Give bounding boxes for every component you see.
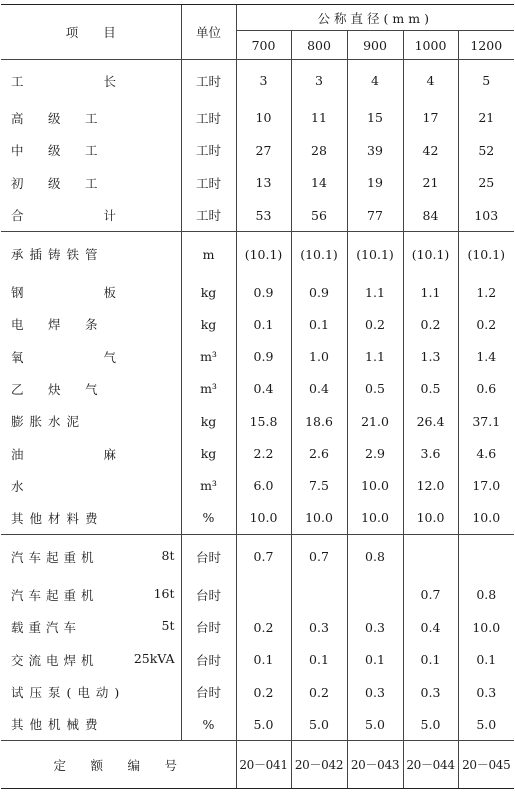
labor-name [1,167,181,200]
machines-value: 0.4 [403,611,458,644]
machines-value [403,534,458,578]
labor-value: 3 [291,60,347,102]
machine-label [11,586,181,604]
materials-value: (10.1) [236,232,291,276]
materials-value: 10.0 [347,502,403,534]
labor-value: 19 [347,167,403,200]
materials-value: (10.1) [291,232,347,276]
machines-unit: 台时 [181,643,236,676]
labor-value: 4 [403,60,458,102]
materials-label: 钢 板 [11,285,123,301]
footer-row [1,741,514,789]
materials-value: 3.6 [403,437,458,469]
machines-value: 0.1 [347,643,403,676]
machines-label: 其他机械费 [11,717,104,733]
materials-value: 1.4 [458,340,514,372]
machine-name: 交流电焊机 [11,652,99,668]
materials-value: 17.0 [458,470,514,502]
machines-label: 试压泵(电动) [11,685,126,700]
machines-value: 5.0 [291,708,347,741]
materials-value: 7.5 [291,470,347,502]
materials-unit: m [181,232,236,276]
materials-row [1,308,514,340]
labor-value: 42 [403,134,458,167]
materials-name [1,276,181,308]
materials-value: 10.0 [236,502,291,534]
materials-value: 2.6 [291,437,347,469]
machines-unit: 台时 [181,611,236,644]
diameter-cell: 900 [347,31,403,60]
machines-value: 0.2 [236,611,291,644]
machines-value [236,578,291,611]
quota-code: 20－042 [291,741,347,789]
quota-code: 20－044 [403,741,458,789]
diameter-cell: 1000 [403,31,458,60]
labor-name [1,102,181,135]
machine-label [11,548,181,566]
labor-value: 77 [347,199,403,232]
materials-label: 承插铸铁管 [11,247,104,263]
machine-spec: 8t [161,547,175,563]
machines-value: 0.3 [347,611,403,644]
quota-code: 20－041 [236,741,291,789]
machines-value: 5.0 [347,708,403,741]
materials-row [1,437,514,469]
machines-row [1,643,514,676]
machines-value: 10.0 [458,611,514,644]
labor-value: 15 [347,102,403,135]
machines-value: 5.0 [403,708,458,741]
machines-row [1,578,514,611]
labor-value: 103 [458,199,514,232]
machines-name [1,643,181,676]
materials-label: 其他材料费 [11,510,104,526]
labor-value: 28 [291,134,347,167]
materials-unit: m³ [181,340,236,372]
machines-value: 0.7 [236,534,291,578]
labor-row [1,134,514,167]
materials-value: 2.9 [347,437,403,469]
materials-value: 1.1 [347,276,403,308]
labor-unit: 工时 [181,60,236,102]
materials-value: 37.1 [458,405,514,437]
materials-name [1,437,181,469]
materials-value: 0.9 [236,276,291,308]
materials-value: 10.0 [403,502,458,534]
materials-label: 乙 炔 气 [11,381,104,397]
machines-value: 0.3 [403,676,458,709]
materials-label: 水 [11,478,30,494]
machines-value [291,578,347,611]
machines-value: 0.1 [291,643,347,676]
machine-name: 载重汽车 [11,620,82,635]
labor-value: 13 [236,167,291,200]
labor-label: 中 级 工 [11,143,104,159]
labor-value: 11 [291,102,347,135]
materials-label: 膨胀水泥 [11,414,86,430]
machines-value: 0.7 [291,534,347,578]
materials-value: 0.4 [236,373,291,405]
machines-name [1,578,181,611]
machines-value: 0.2 [236,676,291,709]
machine-name: 汽车起重机 [11,549,99,565]
machine-name: 汽车起重机 [11,587,99,603]
machines-value: 0.1 [403,643,458,676]
labor-value: 21 [403,167,458,200]
materials-row [1,502,514,534]
materials-label: 电 焊 条 [11,317,104,333]
materials-value: 0.6 [458,373,514,405]
machine-spec: 25kVA [133,650,175,666]
machines-value: 0.8 [347,534,403,578]
diameter-cell: 1200 [458,31,514,60]
materials-value: 15.8 [236,405,291,437]
materials-value: 10.0 [458,502,514,534]
machines-row [1,708,514,741]
materials-value: 1.2 [458,276,514,308]
machines-value: 0.1 [236,643,291,676]
labor-name [1,60,181,102]
materials-value: (10.1) [458,232,514,276]
materials-value: 0.1 [236,308,291,340]
machine-spec: 5t [161,618,175,633]
materials-value: 0.9 [291,276,347,308]
materials-value: 10.0 [347,470,403,502]
materials-row [1,232,514,276]
labor-value: 56 [291,199,347,232]
labor-row [1,60,514,102]
materials-value: 0.5 [403,373,458,405]
machines-row [1,611,514,644]
materials-unit: kg [181,276,236,308]
materials-value: 1.1 [403,276,458,308]
labor-value: 21 [458,102,514,135]
machine-label [11,618,181,636]
labor-value: 25 [458,167,514,200]
machines-name [1,676,181,709]
labor-label: 高 级 工 [11,110,104,126]
footer-label: 定 额 编 号 [1,741,236,789]
materials-row [1,276,514,308]
machines-value: 0.2 [291,676,347,709]
materials-value: 18.6 [291,405,347,437]
labor-label: 合 计 [11,208,123,224]
materials-name [1,373,181,405]
machines-name [1,708,181,741]
quota-table [1,4,514,789]
labor-value: 14 [291,167,347,200]
machine-spec: 16t [153,585,175,601]
materials-value: 0.2 [347,308,403,340]
labor-row [1,167,514,200]
materials-row [1,340,514,372]
labor-value: 84 [403,199,458,232]
materials-row [1,405,514,437]
machines-value: 0.3 [347,676,403,709]
materials-value: 1.0 [291,340,347,372]
machines-value [458,534,514,578]
materials-value: 1.1 [347,340,403,372]
labor-name [1,134,181,167]
labor-value: 39 [347,134,403,167]
materials-value: 0.4 [291,373,347,405]
header-unit: 单位 [181,5,236,60]
materials-value: 2.2 [236,437,291,469]
machines-row [1,676,514,709]
labor-value: 17 [403,102,458,135]
materials-value: (10.1) [347,232,403,276]
materials-name [1,340,181,372]
materials-name [1,405,181,437]
materials-name [1,470,181,502]
materials-value: 4.6 [458,437,514,469]
machines-unit: 台时 [181,676,236,709]
machines-value: 0.8 [458,578,514,611]
labor-value: 53 [236,199,291,232]
labor-value: 10 [236,102,291,135]
quota-code: 20－043 [347,741,403,789]
machines-value: 0.7 [403,578,458,611]
diameter-cell: 800 [291,31,347,60]
labor-unit: 工时 [181,167,236,200]
materials-unit: kg [181,308,236,340]
labor-label: 工 长 [11,73,123,89]
materials-value: 0.1 [291,308,347,340]
materials-unit: m³ [181,470,236,502]
machines-name [1,611,181,644]
labor-unit: 工时 [181,102,236,135]
machines-name [1,534,181,578]
materials-name [1,502,181,534]
materials-label: 氧 气 [11,349,123,365]
machines-value [347,578,403,611]
materials-value: 10.0 [291,502,347,534]
materials-value: 6.0 [236,470,291,502]
materials-name [1,232,181,276]
materials-unit: kg [181,437,236,469]
materials-unit: % [181,502,236,534]
machines-unit: % [181,708,236,741]
materials-value: 0.2 [403,308,458,340]
materials-value: 12.0 [403,470,458,502]
machines-unit: 台时 [181,578,236,611]
labor-name [1,199,181,232]
labor-value: 52 [458,134,514,167]
labor-value: 3 [236,60,291,102]
materials-value: 0.9 [236,340,291,372]
materials-row [1,373,514,405]
machines-value: 0.1 [458,643,514,676]
labor-row [1,102,514,135]
materials-name [1,308,181,340]
materials-value: 26.4 [403,405,458,437]
machines-unit: 台时 [181,534,236,578]
machines-value: 5.0 [236,708,291,741]
materials-unit: m³ [181,373,236,405]
machine-label [11,651,181,669]
labor-row [1,199,514,232]
materials-value: 1.3 [403,340,458,372]
materials-value: (10.1) [403,232,458,276]
labor-unit: 工时 [181,199,236,232]
labor-label: 初 级 工 [11,175,104,191]
materials-row [1,470,514,502]
materials-unit: kg [181,405,236,437]
machines-row [1,534,514,578]
labor-value: 4 [347,60,403,102]
machines-value: 5.0 [458,708,514,741]
header-item: 项 目 [1,5,181,60]
labor-value: 27 [236,134,291,167]
materials-value: 0.2 [458,308,514,340]
header-diameter: 公称直径(mm) [236,5,514,31]
labor-unit: 工时 [181,134,236,167]
materials-value: 21.0 [347,405,403,437]
labor-value: 5 [458,60,514,102]
materials-value: 0.5 [347,373,403,405]
diameter-cell: 700 [236,31,291,60]
machines-value: 0.3 [458,676,514,709]
materials-label: 油 麻 [11,446,123,462]
quota-code: 20－045 [458,741,514,789]
machines-value: 0.3 [291,611,347,644]
header-row [1,5,514,31]
